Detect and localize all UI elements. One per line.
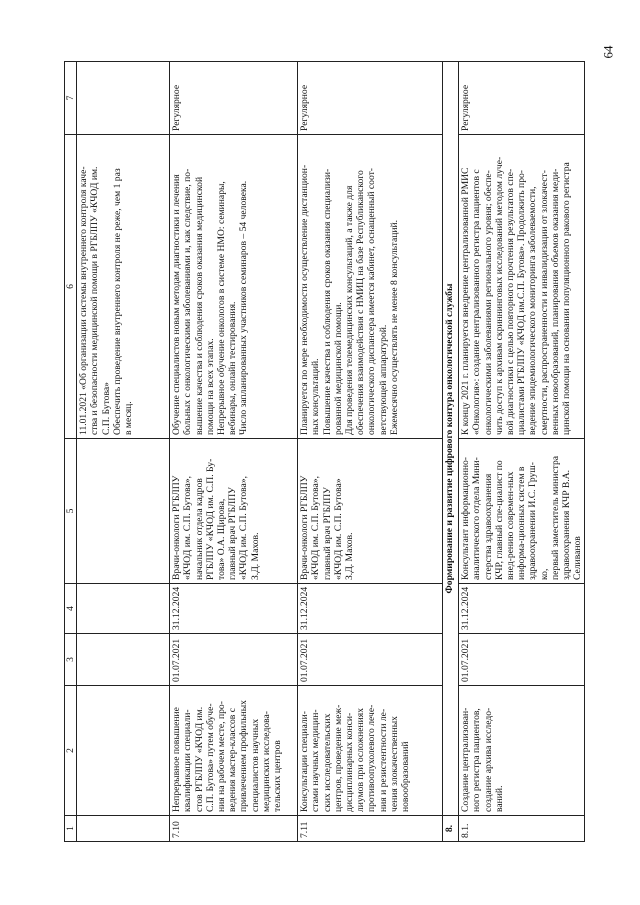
table-row — [459, 62, 585, 842]
text-line: информа-ционных систем в — [516, 466, 528, 580]
responsible — [170, 439, 298, 584]
header-cell: 1 — [65, 816, 77, 842]
text-line: ния и резистентности ле- — [377, 708, 389, 812]
text-line: смертности, распространенности и инвалидизации от злокачест- — [538, 170, 550, 435]
text-line: Для проведения телемедицинских консультаций, а также для — [344, 185, 356, 435]
table-row — [77, 62, 170, 842]
end-date — [77, 584, 170, 634]
section-title: Формирование и развитие цифрового контура онкологической службы — [443, 62, 459, 816]
text-line: З.Д. Махов. — [344, 532, 356, 580]
text-line: в месяц. — [123, 401, 135, 435]
responsible — [298, 439, 443, 584]
header-cell: 2 — [65, 686, 77, 816]
text-line: центров, проведение меж- — [332, 704, 344, 812]
section-row — [443, 62, 459, 842]
text-line: това» О.А. Щирова, — [216, 498, 228, 580]
text-line: К концу 2021 г. планируется внедрение централизованной РМИС — [460, 167, 472, 435]
text-line: обеспечения взаимодействия с НМИЦ на базе Республиканского — [355, 170, 367, 435]
start-date: 01.07.2021 — [298, 634, 443, 686]
responsible — [77, 439, 170, 584]
frequency: Регулярное — [459, 62, 585, 135]
end-date: 31.12.2024 — [459, 584, 585, 634]
end-date: 31.12.2024 — [170, 584, 298, 634]
text-line: лиумов при осложнениях — [355, 708, 367, 812]
section-number: 8. — [443, 816, 459, 842]
header-cell: 3 — [65, 634, 77, 686]
text-line: онкологического диспансера имеется кабинет, оснащенный соот- — [366, 168, 378, 435]
text-line: вышение качества и соблюдения сроков оказания медицинской — [193, 176, 205, 435]
text-line: новообразований — [400, 741, 412, 812]
text-line: Врачи-онкологи РГБЛПУ — [171, 475, 183, 580]
text-line: Врачи-онкологи РГБЛПУ — [299, 475, 311, 580]
text-line: ветствующей аппаратурой. — [377, 324, 389, 435]
page-number: 64 — [600, 45, 616, 59]
text-line: З.Д. Махов. — [249, 532, 261, 580]
frequency: Регулярное — [298, 62, 443, 135]
text-line: специалистов научных — [249, 718, 261, 812]
text-line: С.П. Бутова» — [100, 382, 112, 435]
rotated-table-page — [64, 62, 611, 842]
text-line: стами научных медицин- — [310, 709, 322, 812]
header-row — [65, 62, 77, 842]
text-line: Повышение качества и соблюдения сроков оказания специализи- — [321, 168, 333, 435]
text-line: помощи на всех этапах. — [204, 338, 216, 435]
measure-name — [77, 686, 170, 816]
result-text — [170, 135, 298, 439]
row-number: 7.10 — [170, 816, 298, 842]
start-date — [77, 634, 170, 686]
text-line: цинской помощи на основании популяционного ракового регистра — [561, 162, 573, 435]
text-line: «КЧОД им. С.П. Бутова», — [310, 475, 322, 580]
text-line: тельских центров — [272, 740, 284, 812]
responsible — [459, 439, 585, 584]
text-line: больных с онкологическими заболеваниями и, как следствие, по- — [182, 168, 194, 435]
text-line: ных консультаций. — [310, 358, 322, 435]
text-line: «Онкология»: создание централизованного регистра пациентов с — [471, 169, 483, 435]
text-line: КЧР, главный спе-циалист по — [493, 460, 505, 580]
text-line: Консультации специали- — [299, 711, 311, 812]
text-line: онкологическими заболеваниями регионального уровня; обеспе- — [482, 170, 494, 435]
text-line: медицинских исследова- — [260, 711, 272, 812]
start-date: 01.07.2021 — [170, 634, 298, 686]
text-line: Обучение специалистов новым методам диагностики и лечения — [171, 174, 183, 435]
text-line: ко, — [538, 568, 550, 580]
text-line: чить доступ к архивам скриннинговых исследований методом луче- — [493, 156, 505, 435]
header-cell: 4 — [65, 584, 77, 634]
text-line: внед-рению современ-ных — [505, 471, 517, 580]
text-line: Непрерывное обучение онкологов в системе НМО: семинары, — [216, 181, 228, 435]
text-line: «КЧОД им. С.П. Бутова» — [332, 478, 344, 580]
text-line: аналитического отдела Мини- — [471, 457, 483, 580]
text-line: ния на рабочем месте, про- — [216, 701, 228, 812]
text-line: ведение эпидемиологического мониторинга заболеваемости, — [527, 186, 539, 435]
start-date: 01.07.2021 — [459, 634, 585, 686]
header-cell: 6 — [65, 135, 77, 439]
row-number: 8.1. — [459, 816, 585, 842]
text-line: циалистами РГБЛПУ «КЧОД им.С.П. Бутова». Продолжить про- — [516, 170, 528, 435]
result-text — [298, 135, 443, 439]
measure-name — [298, 686, 443, 816]
text-line: стов РГБЛПУ «КЧОД им. — [193, 706, 205, 812]
text-line: Селиванов — [572, 536, 584, 580]
measure-name — [459, 686, 585, 816]
text-line: Консультант информационно- — [460, 457, 472, 580]
plan-table — [64, 61, 585, 842]
text-line: здравоохранения КЧР В.А. — [561, 469, 573, 580]
text-line: квалификации специали- — [182, 709, 194, 812]
text-line: ного регистра пациентов, — [471, 708, 483, 812]
text-line: дисциплинарных конси- — [344, 712, 356, 812]
text-line: создание архива исследо- — [482, 707, 494, 812]
table-row — [170, 62, 298, 842]
end-date: 31.12.2024 — [298, 584, 443, 634]
row-number: 7.11 — [298, 816, 443, 842]
header-cell: 7 — [65, 62, 77, 135]
text-line: привлечением профильных — [238, 700, 250, 812]
header-cell: 5 — [65, 439, 77, 584]
text-line: Ежемесячно осуществлять не менее 8 консультаций. — [388, 219, 400, 435]
text-line: вебинары, онлайн тестирования. — [227, 301, 239, 435]
text-line: С.П. Бутова» путем обуче- — [204, 703, 216, 812]
frequency: Регулярное — [170, 62, 298, 135]
text-line: чения злокачественных — [388, 716, 400, 812]
measure-name — [170, 686, 298, 816]
text-line: 11.01.2021 «Об организации системы внутреннего контроля каче- — [78, 166, 90, 435]
text-line: ства и безопасности медицинской помощи в РГБЛПУ «КЧОД им. — [89, 166, 101, 435]
frequency — [77, 62, 170, 135]
text-line: Планируется по мере необходимости осуществление дистанцион- — [299, 164, 311, 435]
result-text — [77, 135, 170, 439]
text-line: РГБЛПУ «КЧОД им. С.П. Бу- — [204, 458, 216, 580]
text-line: главный врач РГБЛПУ — [227, 487, 239, 580]
text-line: вой диагностики с целью повторного прочтения результатов спе- — [505, 168, 517, 435]
text-line: стерства здравоохранения — [482, 473, 494, 580]
text-line: ских исследовательских — [321, 713, 333, 812]
text-line: первый заместитель министра — [549, 455, 561, 580]
result-text — [459, 135, 585, 439]
table-row — [298, 62, 443, 842]
text-line: «КЧОД им. С.П. Бутова», — [238, 475, 250, 580]
text-line: ваний. — [493, 785, 505, 812]
text-line: Обеспечить проведение внутреннего контроля не реже, чем 1 раз — [111, 168, 123, 435]
text-line: противоопухолевого лече- — [366, 704, 378, 812]
text-line: начальник отдела кадров — [193, 478, 205, 580]
text-line: «КЧОД им. С.П. Бутова», — [182, 475, 194, 580]
text-line: рованной медицинской помощи. — [332, 302, 344, 435]
text-line: Создание централизован- — [460, 707, 472, 812]
text-line: ведения мастер-классов с — [227, 708, 239, 812]
text-line: венных новообразований, планирования объемов оказания меди- — [549, 168, 561, 435]
text-line: Число запланированных участников семинаров – 54 человека. — [238, 180, 250, 435]
text-line: Непрерывное повышение — [171, 707, 183, 812]
text-line: главный врач РГБЛПУ — [321, 487, 333, 580]
text-line: здравоохранении И.С. Груш- — [527, 462, 539, 580]
row-number — [77, 816, 170, 842]
